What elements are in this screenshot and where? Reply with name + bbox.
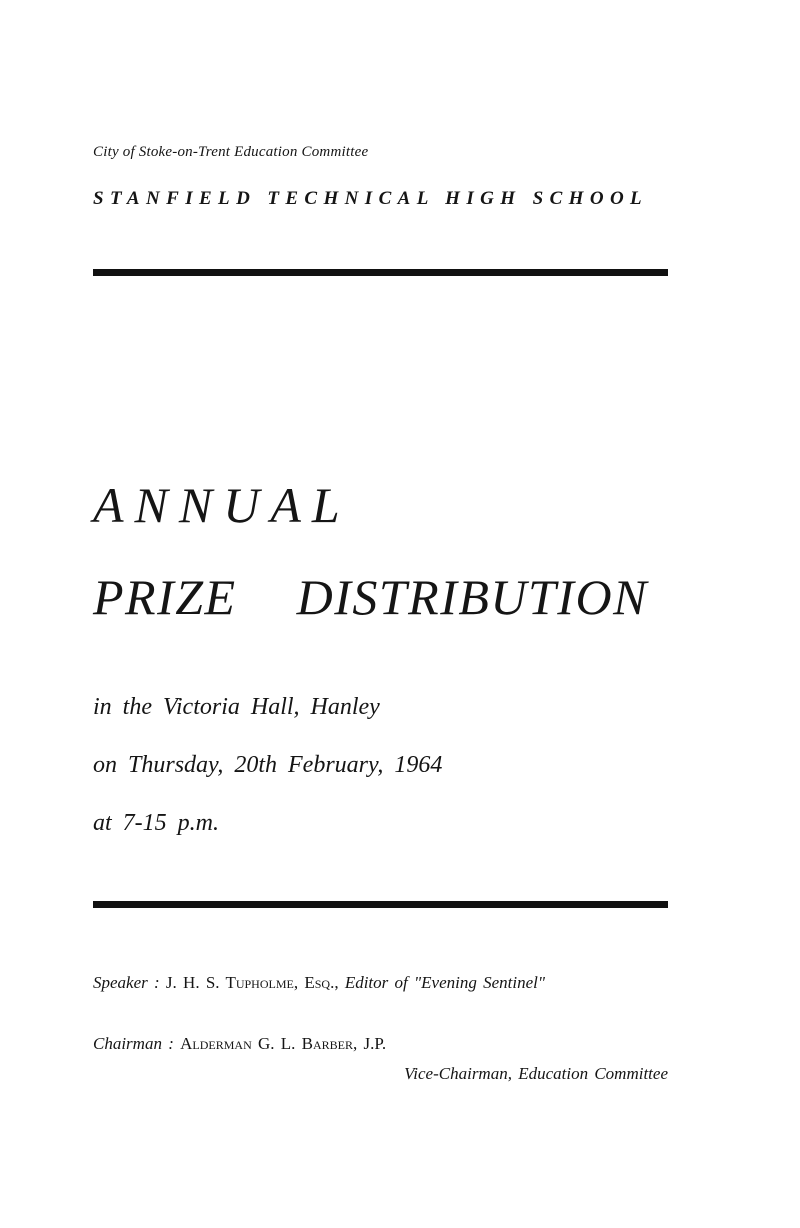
speaker-label: Speaker :: [93, 973, 160, 992]
committee-name: City of Stoke-on-Trent Education Committee: [93, 144, 369, 160]
title-prize: PRIZE: [93, 569, 237, 625]
bottom-divider: [93, 901, 668, 908]
speaker-name: J. H. S. Tupholme, Esq.,: [165, 973, 339, 992]
chairman-label: Chairman :: [93, 1034, 174, 1053]
top-divider: [93, 269, 668, 276]
title-annual: ANNUAL: [93, 477, 351, 533]
school-name: STANFIELD TECHNICAL HIGH SCHOOL: [93, 188, 649, 209]
speaker-line: [93, 973, 545, 993]
event-time: at 7-15 p.m.: [93, 810, 219, 836]
event-date: on Thursday, 20th February, 1964: [93, 752, 443, 778]
speaker-role: Editor of "Evening Sentinel": [344, 973, 545, 992]
chairman-name: Alderman G. L. Barber, J.P.: [180, 1034, 387, 1053]
title-distribution: DISTRIBUTION: [296, 569, 648, 625]
event-venue: in the Victoria Hall, Hanley: [93, 694, 380, 720]
chairman-role: Vice-Chairman, Education Committee: [404, 1064, 668, 1083]
chairman-line: [93, 1034, 386, 1054]
title-prize-distribution: [93, 569, 648, 625]
